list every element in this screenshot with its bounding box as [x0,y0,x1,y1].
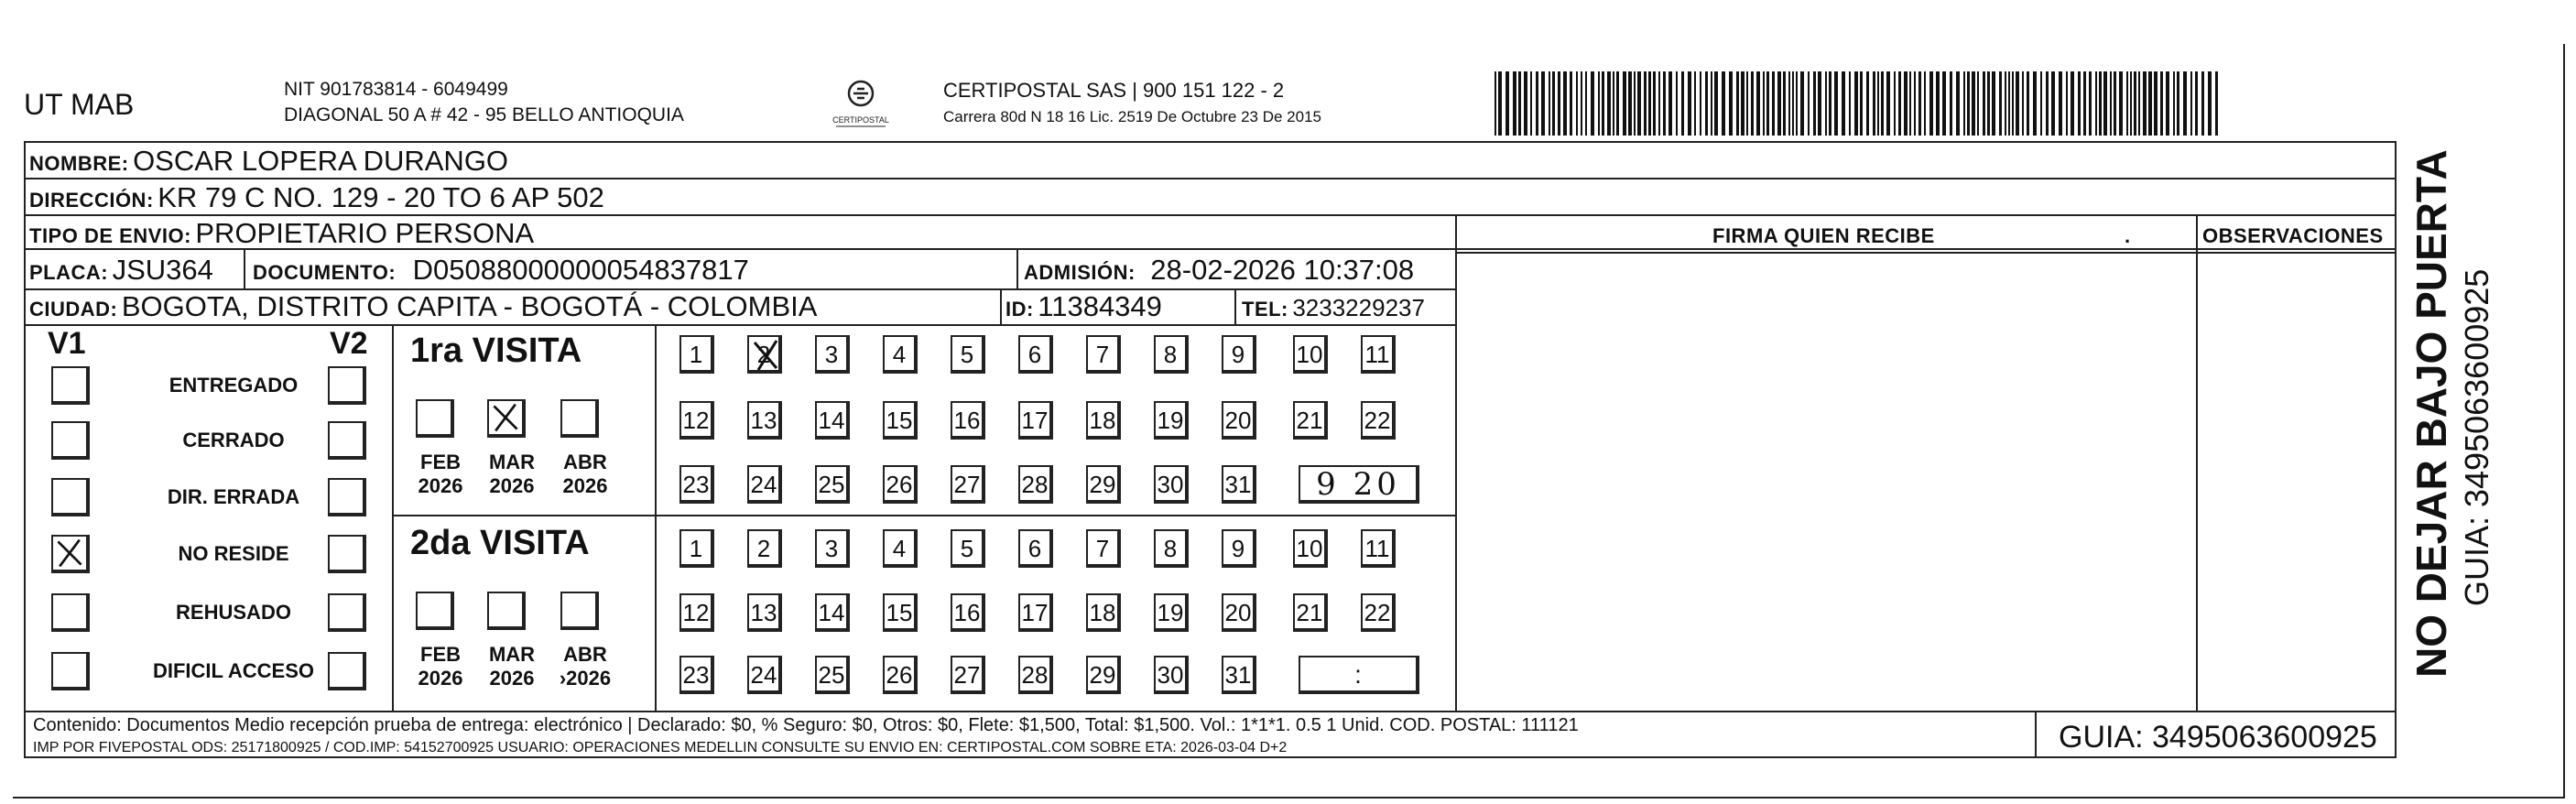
shipment-type: PROPIETARIO PERSONA [195,217,535,249]
signature-dot: . [2125,224,2131,247]
city-label: CIUDAD: [29,298,118,321]
day-box-2-20[interactable]: 20 [1222,593,1256,632]
document-label: DOCUMENTO: [253,261,397,284]
barcode-bar [1591,71,1594,136]
day-box-2-24[interactable]: 24 [747,656,782,694]
day-box-2-25[interactable]: 25 [815,656,850,694]
day-box-1-4[interactable]: 4 [883,335,918,374]
document-value: D05088000000054837817 [412,254,749,286]
tel-value: 3233229237 [1292,294,1425,321]
day-box-1-30[interactable]: 30 [1154,465,1189,504]
barcode-bar [1694,71,1696,136]
city-value: BOGOTA, DISTRITO CAPITA - BOGOTÁ - COLOMBIA [121,290,818,322]
barcode-bar [1634,71,1636,136]
day-box-1-11[interactable]: 11 [1361,335,1396,374]
month-checkbox-2-2[interactable] [487,592,526,630]
day-box-2-6[interactable]: 6 [1018,529,1053,568]
certipostal-logo [829,75,893,130]
barcode-bar [1637,71,1641,136]
barcode-bar [2154,71,2158,136]
barcode-bar [1813,71,1816,136]
v1-checkbox-1[interactable] [51,366,90,405]
barcode-bar [2119,71,2123,136]
day-box-2-1[interactable]: 1 [679,529,714,568]
month-checkbox-1-1[interactable] [416,399,454,438]
day-box-1-12[interactable]: 12 [679,401,714,440]
day-box-2-23[interactable]: 23 [679,656,714,694]
day-box-1-28[interactable]: 28 [1018,465,1053,504]
barcode-bar [1552,71,1555,136]
barcode-bar [1541,71,1545,136]
barcode-bar [1536,71,1538,136]
day-box-2-16[interactable]: 16 [951,593,985,632]
barcode-bar [1598,71,1600,136]
status-label-6: DIFICIL ACCESO [152,659,314,682]
address-label: DIRECCIÓN: [29,189,154,212]
barcode-bar [1956,71,1960,136]
day-box-2-5[interactable]: 5 [951,529,985,568]
day-box-1-27[interactable]: 27 [951,465,985,504]
barcode-bar [1849,71,1851,136]
v1-checkbox-3[interactable] [51,478,90,516]
barcode-bar [1644,71,1647,136]
month-name-2-2: MAR [488,643,536,666]
barcode-bar [1963,71,1965,136]
v2-checkbox-6[interactable] [328,652,366,690]
barcode-bar [1914,71,1916,136]
barcode-bar [1530,71,1532,136]
day-box-1-8[interactable]: 8 [1154,335,1189,374]
day-box-2-26[interactable]: 26 [883,656,918,694]
barcode-bar [1585,71,1587,136]
month-checkbox-2-3[interactable] [560,592,599,630]
barcode-bar [2130,71,2132,136]
barcode-bar [1834,71,1838,136]
day-box-2-10[interactable]: 10 [1293,529,1328,568]
barcode-bar [1705,71,1708,136]
day-box-2-17[interactable]: 17 [1018,593,1053,632]
day-box-1-5[interactable]: 5 [951,335,985,374]
barcode-bar [1898,71,1901,136]
barcode-bar [1942,71,1946,136]
barcode-bar [2078,71,2081,136]
plate-value: JSU364 [112,254,213,286]
barcode-bar [2008,71,2010,136]
imp-line: IMP POR FIVEPOSTAL ODS: 25171800925 / COD.IMP: 54152700925 USUARIO: OPERACIONES MEDELLIN CONSULTE SU ENVIO EN: CERTIPOSTAL.COM SOBRE ETA: 2026-03-04 D+2 [33,740,1288,755]
day-box-1-10[interactable]: 10 [1293,335,1328,374]
barcode-bar [1909,71,1911,136]
barcode-bar [1894,71,1896,136]
observations-header: OBSERVACIONES [2202,224,2384,247]
barcode-bar [1842,71,1845,136]
barcode-bar [1714,71,1718,136]
day-box-2-4[interactable]: 4 [883,529,918,568]
barcode-bar [2103,71,2107,136]
month-year-2-2: 2026 [489,667,535,690]
barcode-bar [1653,71,1656,136]
day-box-1-23[interactable]: 23 [679,465,714,504]
day-box-2-19[interactable]: 19 [1154,593,1189,632]
barcode-bar [2195,71,2198,136]
day-box-1-14[interactable]: 14 [815,401,850,440]
barcode-bar [1648,71,1651,136]
barcode-bar [2126,71,2128,136]
barcode-bar [1866,71,1869,136]
barcode-bar [1616,71,1619,136]
barcode-bar [1505,71,1509,136]
v1-checkbox-5[interactable] [51,593,90,632]
status-label-2: CERRADO [182,429,285,451]
recipient-address: KR 79 C NO. 129 - 20 TO 6 AP 502 [158,181,604,213]
barcode-bar [1999,71,2002,136]
barcode-bar [2160,71,2163,136]
barcode-bar [2190,71,2192,136]
barcode-bar [2177,71,2179,136]
barcode-bar [1886,71,1890,136]
barcode-bar [1808,71,1810,136]
day-box-2-22[interactable]: 22 [1361,593,1396,632]
barcode-bar [2173,71,2175,136]
month-name-1-1: FEB [420,451,461,473]
barcode [1493,71,2221,136]
side-guia: GUIA: 3495063600925 [2458,268,2495,606]
barcode-bar [1563,71,1567,136]
barcode-bar [1992,71,1995,136]
day-box-2-3[interactable]: 3 [815,529,850,568]
day-box-2-18[interactable]: 18 [1086,593,1121,632]
month-checkbox-2-1[interactable] [416,592,454,630]
no-dejar-warning: NO DEJAR BAJO PUERTA [2408,149,2455,678]
day-box-1-22[interactable]: 22 [1361,401,1396,440]
barcode-bar [1772,71,1775,136]
status-label-5: REHUSADO [176,601,291,624]
day-box-1-3[interactable]: 3 [815,335,850,374]
barcode-bar [2138,71,2140,136]
day-box-2-11[interactable]: 11 [1361,529,1396,568]
day-box-1-31[interactable]: 31 [1222,465,1256,504]
v2-checkbox-2[interactable] [328,421,366,460]
barcode-bar [1700,71,1701,136]
barcode-bar [1788,71,1790,136]
barcode-bar [1825,71,1827,136]
sender-nit: NIT 901783814 - 6049499 [284,79,508,100]
barcode-bar [2201,71,2204,136]
barcode-bar [1792,71,1794,136]
barcode-bar [2066,71,2068,136]
day-box-1-9[interactable]: 9 [1222,335,1256,374]
barcode-bar [1729,71,1733,136]
barcode-bar [2110,71,2112,136]
day-box-2-27[interactable]: 27 [951,656,985,694]
barcode-bar [1668,71,1672,136]
day-box-1-24[interactable]: 24 [747,465,782,504]
day-box-2-21[interactable]: 21 [1293,593,1328,632]
v1-checkbox-6[interactable] [51,652,90,690]
barcode-bar [2114,71,2116,136]
barcode-bar [2012,71,2014,136]
barcode-bar [1581,71,1582,136]
day-box-1-1[interactable]: 1 [679,335,714,374]
day-box-1-17[interactable]: 17 [1018,401,1053,440]
v2-checkbox-4[interactable] [328,535,366,573]
barcode-bar [2022,71,2024,136]
v1-checkbox-4[interactable] [51,535,90,573]
barcode-bar [2051,71,2055,136]
barcode-bar [2099,71,2102,136]
barcode-bar [1576,71,1578,136]
barcode-bar [1751,71,1754,136]
barcode-bar [1602,71,1604,136]
tel-label: TEL: [1242,298,1288,321]
barcode-bar [2040,71,2042,136]
barcode-bar [2071,71,2074,136]
barcode-bar [1800,71,1804,136]
month-year-1-3: 2026 [562,474,608,497]
barcode-bar [2134,71,2136,136]
plate-label: PLACA: [29,261,109,284]
month-name-1-2: MAR [488,451,536,473]
barcode-bar [1829,71,1831,136]
barcode-bar [1756,71,1760,136]
second-visit-title: 2da VISITA [410,524,590,562]
day-box-1-21[interactable]: 21 [1293,401,1328,440]
status-label-4: NO RESIDE [178,542,289,565]
v2-checkbox-1[interactable] [328,366,366,405]
barcode-bar [2215,71,2218,136]
barcode-bar [1987,71,1990,136]
barcode-bar [2083,71,2086,136]
type-label: TIPO DE ENVIO: [29,224,191,247]
barcode-bar [2166,71,2169,136]
day-box-2-14[interactable]: 14 [815,593,850,632]
barcode-bar [1570,71,1572,136]
barcode-bar [2095,71,2097,136]
month-year-2-1: 2026 [418,667,463,690]
company-name: CERTIPOSTAL SAS | 900 151 122 - 2 [943,79,1285,102]
day-box-1-19[interactable]: 19 [1154,401,1189,440]
month-name-2-1: FEB [420,643,461,666]
barcode-bar [1663,71,1666,136]
barcode-bar [1818,71,1821,136]
day-box-1-18[interactable]: 18 [1086,401,1121,440]
barcode-bar [1746,71,1748,136]
barcode-bar [1929,71,1933,136]
barcode-bar [2033,71,2037,136]
barcode-bar [1983,71,1985,136]
barcode-bar [1967,71,1970,136]
day-box-2-12[interactable]: 12 [679,593,714,632]
recipient-name: OSCAR LOPERA DURANGO [133,145,509,177]
barcode-bar [1924,71,1926,136]
barcode-bar [1796,71,1798,136]
barcode-bar [1854,71,1858,136]
barcode-bar [1613,71,1614,136]
barcode-bar [1877,71,1879,136]
barcode-bar [1741,71,1745,136]
month-year-2-3: ›2026 [559,667,612,690]
barcode-bar [1498,71,1502,136]
first-visit-title: 1ra VISITA [410,331,582,370]
v2-checkbox-3[interactable] [328,478,366,516]
v2-checkbox-5[interactable] [328,593,366,632]
barcode-bar [1658,71,1660,136]
barcode-bar [2046,71,2049,136]
day-box-1-13[interactable]: 13 [747,401,782,440]
barcode-bar [1623,71,1626,136]
name-label: NOMBRE: [29,152,129,175]
month-year-1-2: 2026 [489,474,535,497]
barcode-bar [2059,71,2062,136]
v1-checkbox-2[interactable] [51,421,90,460]
barcode-bar [1972,71,1975,136]
barcode-bar [1881,71,1884,136]
day-box-2-2[interactable]: 2 [747,529,782,568]
barcode-bar [1736,71,1739,136]
barcode-bar [2027,71,2029,136]
time-box-2[interactable]: : [1299,656,1419,694]
barcode-bar [1950,71,1952,136]
day-box-2-31[interactable]: 31 [1222,656,1256,694]
barcode-bar [2089,71,2092,136]
barcode-bar [1558,71,1560,136]
barcode-bar [1904,71,1908,136]
month-checkbox-1-3[interactable] [560,399,599,438]
barcode-bar [2143,71,2147,136]
id-label: ID: [1005,298,1034,321]
barcode-bar [1918,71,1921,136]
v2-header: V2 [330,326,368,361]
barcode-bar [1763,71,1765,136]
barcode-bar [1936,71,1940,136]
day-box-1-16[interactable]: 16 [951,401,985,440]
barcode-bar [1549,71,1550,136]
id-value: 11384349 [1038,290,1162,322]
company-license: Carrera 80d N 18 16 Lic. 2519 De Octubre 23 De 2015 [943,108,1321,125]
day-box-1-25[interactable]: 25 [815,465,850,504]
day-box-2-8[interactable]: 8 [1154,529,1189,568]
barcode-bar [2208,71,2212,136]
barcode-bar [1681,71,1684,136]
month-year-1-1: 2026 [418,474,463,497]
barcode-bar [1777,71,1781,136]
day-box-1-26[interactable]: 26 [883,465,918,504]
day-box-2-7[interactable]: 7 [1086,529,1121,568]
barcode-bar [1722,71,1725,136]
contents-line: Contenido: Documentos Medio recepción prueba de entrega: electrónico | Declarado: $0, % Seguro: $0, Otros: $0, Flete: $1,500, Total: $1,500. Vol.: 1*1*1. 0.5 1 Unid. COD. POSTAL: 111121 [33,715,1579,735]
sender-address: DIAGONAL 50 A # 42 - 95 BELLO ANTIOQUIA [284,104,684,125]
time-box-1[interactable]: 9 20 [1299,465,1419,504]
day-box-1-20[interactable]: 20 [1222,401,1256,440]
barcode-bar [2183,71,2187,136]
footer-guia: GUIA: 3495063600925 [2059,720,2377,755]
barcode-bar [1628,71,1632,136]
day-box-2-9[interactable]: 9 [1222,529,1256,568]
barcode-bar [1524,71,1527,136]
day-box-1-7[interactable]: 7 [1086,335,1121,374]
day-box-1-2[interactable]: 2 [747,335,782,374]
signature-header: FIRMA QUIEN RECIBE [1712,224,1935,247]
barcode-bar [1518,71,1521,136]
barcode-bar [2005,71,2006,136]
month-name-2-3: ABR [563,643,607,666]
admission-value: 28-02-2026 10:37:08 [1150,254,1415,286]
barcode-bar [1766,71,1769,136]
barcode-bar [1513,71,1516,136]
barcode-bar [1977,71,1979,136]
v1-header: V1 [48,326,86,361]
day-box-2-30[interactable]: 30 [1154,656,1189,694]
admission-label: ADMISIÓN: [1024,261,1136,284]
sender-name: UT MAB [24,88,135,121]
month-checkbox-1-2[interactable] [487,399,526,438]
barcode-bar [1688,71,1691,136]
barcode-bar [1711,71,1712,136]
day-box-2-29[interactable]: 29 [1086,656,1121,694]
barcode-bar [1607,71,1611,136]
day-box-1-6[interactable]: 6 [1018,335,1053,374]
barcode-bar [1495,71,1496,136]
day-box-1-29[interactable]: 29 [1086,465,1121,504]
day-box-2-15[interactable]: 15 [883,593,918,632]
status-label-3: DIR. ERRADA [167,485,300,508]
barcode-bar [2016,71,2019,136]
barcode-bar [1860,71,1863,136]
barcode-bar [1676,71,1678,136]
barcode-bar [1783,71,1786,136]
barcode-bar [1873,71,1875,136]
day-box-2-28[interactable]: 28 [1018,656,1053,694]
month-name-1-3: ABR [563,451,607,473]
day-box-2-13[interactable]: 13 [747,593,782,632]
logo-text: CERTIPOSTAL [832,115,889,125]
day-box-1-15[interactable]: 15 [883,401,918,440]
barcode-bar [2148,71,2152,136]
status-label-1: ENTREGADO [168,374,299,397]
